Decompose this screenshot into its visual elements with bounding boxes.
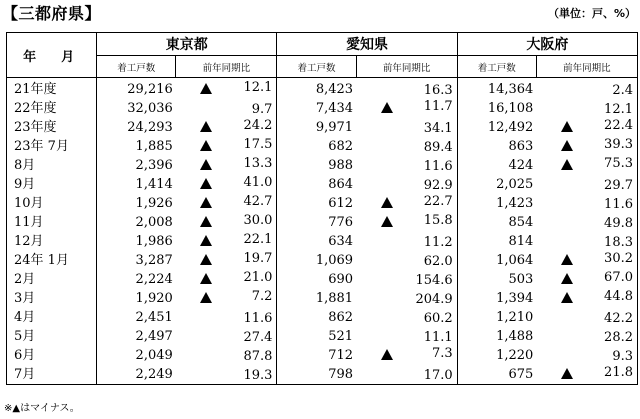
change-value: 62.0 [423, 254, 453, 269]
subheader-change: 前年同期比 [536, 56, 637, 78]
change-value: 67.0 [604, 270, 633, 286]
change-value: 11.1 [423, 330, 453, 345]
change-cell-osaka [536, 156, 637, 175]
change-value: 39.3 [604, 137, 633, 153]
change-value: 27.4 [243, 330, 273, 345]
starts-cell-osaka: 2,025 [496, 176, 534, 192]
change-value: 60.2 [423, 311, 453, 326]
starts-cell-tokyo: 2,396 [135, 157, 173, 173]
change-cell-osaka [536, 365, 637, 385]
negative-triangle-icon [561, 140, 573, 151]
row-label: 23年度 [7, 118, 97, 137]
change-value: 11.6 [423, 159, 453, 174]
starts-cell-aichi: 864 [328, 176, 354, 192]
change-value: 15.8 [423, 213, 453, 229]
starts-cell-osaka: 1,423 [496, 195, 534, 211]
change-value: 87.8 [243, 349, 273, 364]
change-value: 16.3 [423, 83, 453, 98]
negative-triangle-icon [381, 102, 393, 113]
change-value: 19.3 [243, 368, 273, 383]
change-cell-aichi [356, 156, 457, 175]
starts-cell-osaka: 1,210 [496, 309, 534, 325]
region-header-aichi: 愛知県 [277, 33, 457, 56]
starts-cell-aichi: 776 [328, 214, 354, 230]
change-cell-tokyo [176, 213, 277, 232]
change-value: 11.2 [423, 235, 453, 250]
change-cell-osaka [536, 99, 637, 118]
starts-cell-osaka: 814 [508, 233, 534, 249]
change-cell-tokyo [176, 118, 277, 137]
starts-cell-tokyo: 2,224 [135, 271, 173, 287]
change-value: 92.9 [423, 178, 453, 193]
negative-triangle-icon [561, 368, 573, 379]
change-value: 17.0 [423, 368, 453, 383]
starts-cell-osaka: 1,394 [496, 290, 534, 306]
change-cell-aichi [356, 99, 457, 118]
change-value: 44.8 [604, 289, 633, 305]
row-label: 22年度 [7, 99, 97, 118]
starts-cell-osaka: 863 [508, 138, 534, 154]
change-cell-aichi [356, 232, 457, 251]
row-label: 3月 [7, 289, 97, 308]
change-cell-tokyo [176, 365, 277, 385]
row-label-header: 年 月 [7, 33, 97, 78]
table-row [7, 346, 638, 365]
change-value: 2.4 [612, 83, 633, 98]
row-label: 2月 [7, 270, 97, 289]
row-label: 24年 1月 [7, 251, 97, 270]
starts-cell-osaka: 1,488 [496, 328, 534, 344]
change-cell-aichi [356, 327, 457, 346]
table-row [7, 99, 638, 118]
change-value: 30.0 [243, 213, 273, 229]
table-row [7, 251, 638, 270]
change-cell-tokyo [176, 308, 277, 327]
change-value: 7.3 [432, 346, 453, 362]
starts-cell-osaka: 1,064 [496, 252, 534, 268]
change-cell-tokyo [176, 137, 277, 156]
change-cell-aichi [356, 308, 457, 327]
change-cell-tokyo [176, 194, 277, 213]
negative-triangle-icon [561, 254, 573, 265]
starts-cell-osaka: 16,108 [487, 100, 534, 116]
unit-label: （単位：戸、%） [547, 7, 636, 20]
negative-triangle-icon [381, 216, 393, 227]
change-cell-tokyo [176, 156, 277, 175]
change-value: 12.1 [243, 80, 273, 96]
row-label: 11月 [7, 213, 97, 232]
change-value: 11.7 [423, 99, 453, 115]
table-row [7, 194, 638, 213]
row-label: 7月 [7, 365, 97, 385]
change-cell-aichi [356, 365, 457, 385]
row-label: 12月 [7, 232, 97, 251]
negative-triangle-icon [200, 140, 212, 151]
negative-triangle-icon [200, 292, 212, 303]
change-value: 41.0 [243, 175, 273, 191]
row-label: 4月 [7, 308, 97, 327]
change-cell-tokyo [176, 175, 277, 194]
change-cell-osaka [536, 194, 637, 213]
subheader-starts: 着工戸数 [97, 56, 176, 78]
change-cell-tokyo [176, 232, 277, 251]
change-value: 34.1 [423, 121, 453, 136]
change-value: 12.1 [604, 102, 633, 117]
starts-cell-aichi: 7,434 [315, 100, 354, 116]
negative-triangle-icon [200, 254, 212, 265]
table-row [7, 289, 638, 308]
starts-cell-aichi: 682 [328, 138, 354, 154]
change-value: 42.2 [604, 311, 633, 326]
starts-cell-tokyo: 29,216 [127, 81, 173, 97]
starts-cell-tokyo: 2,249 [97, 365, 176, 385]
change-cell-tokyo [176, 251, 277, 270]
table-row [7, 232, 638, 251]
subheader-change: 前年同期比 [356, 56, 457, 78]
starts-cell-tokyo: 32,036 [127, 100, 173, 116]
negative-triangle-icon [200, 159, 212, 170]
change-cell-aichi [356, 118, 457, 137]
subheader-change: 前年同期比 [176, 56, 277, 78]
row-label: 23年 7月 [7, 137, 97, 156]
table-body [7, 78, 638, 385]
change-value: 89.4 [423, 140, 453, 155]
change-cell-aichi [356, 137, 457, 156]
negative-triangle-icon [381, 197, 393, 208]
table-row [7, 175, 638, 194]
negative-triangle-icon [561, 121, 573, 132]
starts-cell-aichi: 862 [328, 309, 354, 325]
starts-cell-aichi: 9,971 [315, 119, 354, 135]
change-value: 28.2 [604, 330, 633, 345]
change-value: 9.3 [612, 349, 633, 364]
starts-cell-aichi: 634 [328, 233, 354, 249]
change-value: 42.7 [243, 194, 273, 210]
starts-cell-aichi: 712 [328, 347, 354, 363]
row-label: 6月 [7, 346, 97, 365]
change-cell-aichi [356, 78, 457, 100]
change-cell-aichi [356, 346, 457, 365]
change-cell-tokyo [176, 346, 277, 365]
change-cell-osaka [536, 308, 637, 327]
table-row [7, 78, 638, 100]
change-value: 22.4 [604, 118, 633, 134]
change-cell-aichi [356, 194, 457, 213]
change-cell-tokyo [176, 78, 277, 100]
region-header-osaka: 大阪府 [457, 33, 637, 56]
starts-cell-aichi: 690 [328, 271, 354, 287]
starts-cell-tokyo: 1,414 [135, 176, 173, 192]
change-cell-osaka [536, 175, 637, 194]
table-title: 【三都府県】 [2, 4, 102, 23]
change-cell-osaka [536, 232, 637, 251]
change-value: 11.6 [243, 311, 273, 326]
starts-cell-osaka: 14,364 [487, 81, 534, 97]
row-label: 10月 [7, 194, 97, 213]
change-cell-osaka [536, 251, 637, 270]
region-header-tokyo: 東京都 [97, 33, 277, 56]
change-cell-osaka [536, 346, 637, 365]
row-label: 21年度 [7, 78, 97, 100]
negative-triangle-icon [200, 197, 212, 208]
negative-triangle-icon [200, 83, 212, 94]
table-header [7, 33, 638, 78]
change-value: 75.3 [604, 156, 633, 172]
negative-triangle-icon [200, 178, 212, 189]
row-label: 8月 [7, 156, 97, 175]
change-value: 22.1 [243, 232, 273, 248]
starts-cell-tokyo: 2,008 [135, 214, 173, 230]
change-value: 11.6 [604, 197, 633, 212]
change-cell-tokyo [176, 327, 277, 346]
change-value: 19.7 [243, 251, 273, 267]
negative-triangle-icon [200, 273, 212, 284]
change-value: 18.3 [604, 235, 633, 250]
change-cell-osaka [536, 270, 637, 289]
change-cell-osaka [536, 137, 637, 156]
table-row [7, 270, 638, 289]
subheader-starts: 着工戸数 [277, 56, 356, 78]
table-row [7, 118, 638, 137]
starts-cell-aichi: 521 [328, 328, 354, 344]
table-row [7, 327, 638, 346]
change-cell-osaka [536, 78, 637, 100]
change-value: 49.8 [604, 216, 633, 231]
change-value: 17.5 [243, 137, 273, 153]
starts-cell-tokyo: 1,885 [135, 138, 173, 154]
negative-triangle-icon [561, 159, 573, 170]
starts-cell-osaka: 1,220 [496, 347, 534, 363]
starts-cell-aichi: 1,881 [315, 290, 354, 306]
table-row [7, 213, 638, 232]
change-cell-tokyo [176, 289, 277, 308]
starts-cell-aichi: 8,423 [315, 81, 354, 97]
table-row [7, 137, 638, 156]
starts-cell-osaka: 854 [508, 214, 534, 230]
negative-triangle-icon [381, 349, 393, 360]
starts-cell-aichi: 798 [277, 365, 356, 385]
change-cell-aichi [356, 213, 457, 232]
change-cell-tokyo [176, 270, 277, 289]
change-cell-aichi [356, 251, 457, 270]
negative-triangle-icon [200, 235, 212, 246]
starts-cell-tokyo: 3,287 [135, 252, 173, 268]
starts-cell-aichi: 988 [328, 157, 354, 173]
change-cell-osaka [536, 118, 637, 137]
change-value: 24.2 [243, 118, 273, 134]
starts-cell-tokyo: 1,986 [135, 233, 173, 249]
change-value: 154.6 [415, 273, 453, 288]
table-row [7, 365, 638, 385]
starts-cell-osaka: 675 [457, 365, 536, 385]
change-value: 204.9 [415, 292, 453, 307]
change-value: 9.7 [251, 102, 273, 117]
row-label: 9月 [7, 175, 97, 194]
change-value: 29.7 [604, 178, 633, 193]
change-cell-aichi [356, 289, 457, 308]
table-row [7, 308, 638, 327]
starts-cell-tokyo: 24,293 [127, 119, 173, 135]
change-cell-aichi [356, 270, 457, 289]
change-value: 21.8 [604, 365, 633, 381]
starts-cell-aichi: 1,069 [315, 252, 354, 268]
change-value: 30.2 [604, 251, 633, 267]
starts-cell-osaka: 503 [508, 271, 534, 287]
change-value: 13.3 [243, 156, 273, 172]
housing-starts-table [6, 32, 638, 385]
change-cell-osaka [536, 213, 637, 232]
starts-cell-tokyo: 2,049 [135, 347, 173, 363]
row-label: 5月 [7, 327, 97, 346]
subheader-starts: 着工戸数 [457, 56, 536, 78]
starts-cell-tokyo: 2,451 [135, 309, 173, 325]
change-cell-tokyo [176, 99, 277, 118]
change-value: 7.2 [251, 289, 273, 305]
starts-cell-tokyo: 1,920 [135, 290, 173, 306]
negative-triangle-icon [561, 273, 573, 284]
negative-triangle-icon [561, 292, 573, 303]
change-cell-aichi [356, 175, 457, 194]
change-cell-osaka [536, 289, 637, 308]
table-row [7, 156, 638, 175]
change-value: 22.7 [423, 194, 453, 210]
footnote: ※▲はマイナス。 [4, 403, 80, 414]
starts-cell-aichi: 612 [328, 195, 354, 211]
starts-cell-osaka: 12,492 [487, 119, 534, 135]
starts-cell-tokyo: 2,497 [135, 328, 173, 344]
starts-cell-osaka: 424 [508, 157, 534, 173]
change-cell-osaka [536, 327, 637, 346]
negative-triangle-icon [200, 121, 212, 132]
negative-triangle-icon [200, 216, 212, 227]
starts-cell-tokyo: 1,926 [135, 195, 173, 211]
change-value: 21.0 [243, 270, 273, 286]
